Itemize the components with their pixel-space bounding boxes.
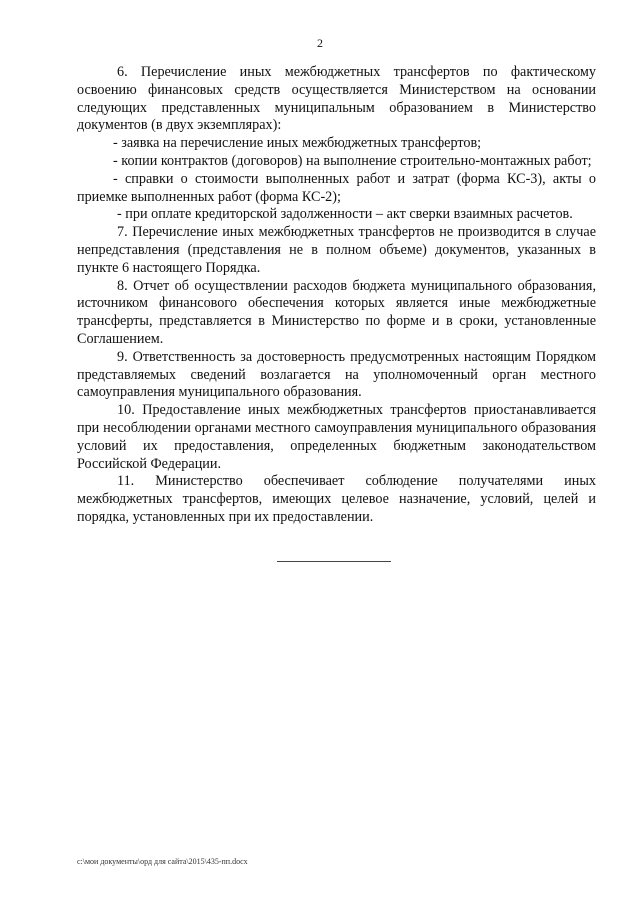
closing-divider xyxy=(277,561,391,562)
list-item-application: - заявка на перечисление иных межбюджетных трансфертов; xyxy=(113,135,482,152)
list-item-contracts: - копии контрактов (договоров) на выполнение строительно-монтажных работ; xyxy=(113,152,592,169)
paragraph-7: 7. Перечисление иных межбюджетных трансфертов не производится в случае непредставления (представления не в полном объеме) документов, указанных в пункте 6 настоящего Порядка. xyxy=(77,224,596,276)
footer-file-path: c:\мои документы\орд для сайта\2015\435-пп.docx xyxy=(77,857,248,866)
page-number: 2 xyxy=(317,36,323,50)
list-item-reconciliation: - при оплате кредиторской задолженности – акт сверки взаимных расчетов. xyxy=(117,206,573,223)
paragraph-11: 11. Министерство обеспечивает соблюдение получателями иных межбюджетных трансфертов, имеющих целевое назначение, условий, целей и порядка, установленных при их предоставлении. xyxy=(77,473,596,525)
document-body xyxy=(77,64,596,527)
paragraph-9: 9. Ответственность за достоверность предусмотренных настоящим Порядком представляемых сведений возлагается на уполномоченный орган местного самоуправления муниципального образования. xyxy=(77,348,596,401)
list-item-certificates: - справки о стоимости выполненных работ и затрат (форма КС-3), акты о приемке выполненных работ (форма КС-2); xyxy=(77,170,596,205)
paragraph-10: 10. Предоставление иных межбюджетных трансфертов приостанавливается при несоблюдении органами местного самоуправления муниципального образования условий их предоставления, определенных бюджетным законодательством Российской Федерации. xyxy=(77,402,596,472)
paragraph-6: 6. Перечисление иных межбюджетных трансфертов по фактическому освоению финансовых средств осуществляется Министерством на основании следующих представленных муниципальным образованием в Министерство документов (в двух экземплярах): xyxy=(77,64,596,134)
paragraph-8: 8. Отчет об осуществлении расходов бюджета муниципального образования, источником финансового обеспечения которых является иные межбюджетные трансферты, представляется в Министерство по форме и в сроки, установленные Соглашением. xyxy=(77,277,596,347)
